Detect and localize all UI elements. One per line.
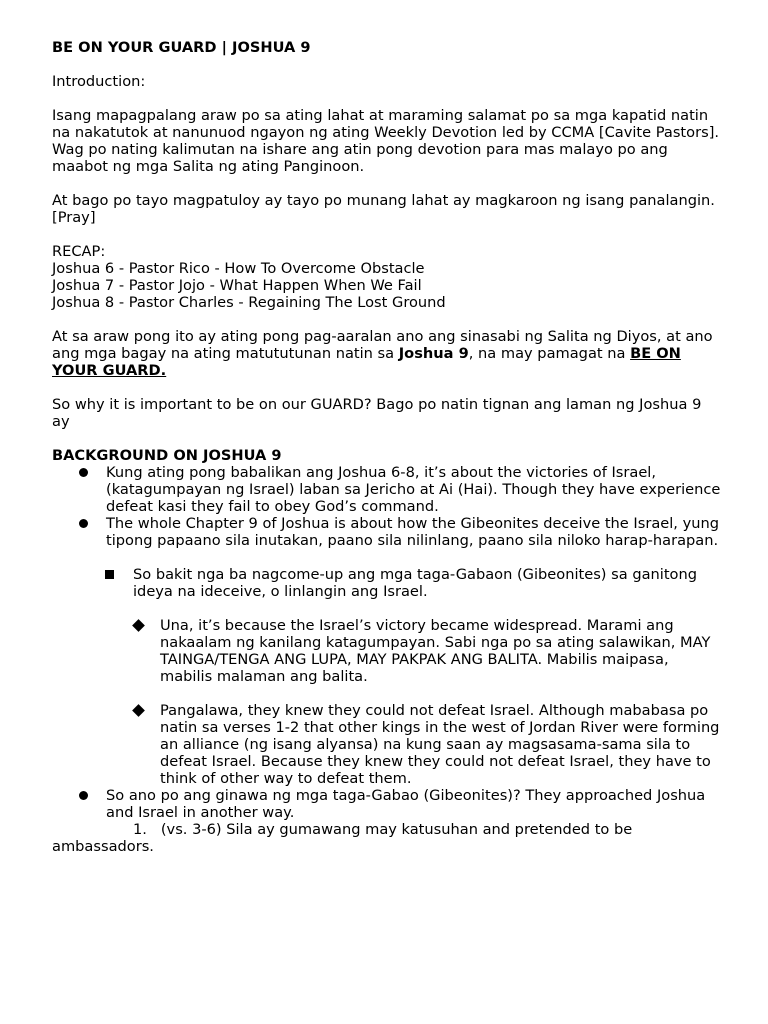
bullet-dot-icon bbox=[79, 787, 88, 804]
document-body bbox=[52, 39, 722, 855]
bullet-diamond-icon bbox=[133, 617, 143, 634]
numbered-marker: 1. bbox=[133, 821, 147, 838]
numbered-item bbox=[52, 821, 722, 855]
bullet-item bbox=[52, 464, 722, 515]
bullet-text: So ano po ang ginawa ng mga taga-Gabao (Gibeonites)? They approached Joshua and Israel in another way. bbox=[106, 787, 706, 821]
bullet-diamond-icon bbox=[133, 702, 143, 719]
bullet-square-icon bbox=[105, 566, 114, 583]
bullet-dot-icon bbox=[79, 464, 88, 481]
why-paragraph: So why it is important to be on our GUARD? Bago po natin tignan ang laman ng Joshua 9 ay bbox=[52, 396, 702, 430]
theme-title: BE ON YOUR GUARD. bbox=[52, 345, 681, 379]
sub-sub-bullet-text: Una, it’s because the Israel’s victory became widespread. Marami ang nakaalam ng kanilang katagumpayan. Sabi nga po sa ating salawikan, MAY TAINGA/TENGA ANG LUPA, MAY PAKPAK ANG BALITA. Mabilis maipasa, mabilis malaman ang balita. bbox=[160, 617, 711, 685]
theme-scripture: Joshua 9 bbox=[398, 345, 469, 362]
bullet-text: Kung ating pong babalikan ang Joshua 6-8, it’s about the victories of Israel, (katagumpayan ng Israel) laban sa Jericho at Ai (Hai). Though they have experience defeat kasi they fail to obey God’s command. bbox=[106, 464, 721, 515]
recap-item: Joshua 6 - Pastor Rico - How To Overcome Obstacle bbox=[52, 260, 425, 277]
sub-bullet-text: So bakit nga ba nagcome-up ang mga taga-Gabaon (Gibeonites) sa ganitong ideya na ideceive, o linlangin ang Israel. bbox=[133, 566, 697, 600]
sub-sub-bullet-text: Pangalawa, they knew they could not defeat Israel. Although mababasa po natin sa verses 1-2 that other kings in the west of Jordan River were forming an alliance (ng isang alyansa) na kung saan ay magsasama-sama sila to defeat Israel. Because they knew they could not defeat Israel, they have to think of other way to defeat them. bbox=[160, 702, 720, 787]
sub-sub-bullet-item bbox=[52, 617, 722, 685]
background-heading: BACKGROUND ON JOSHUA 9 bbox=[52, 447, 282, 464]
sub-sub-bullet-item bbox=[52, 702, 722, 787]
recap-section bbox=[52, 243, 722, 311]
recap-item: Joshua 8 - Pastor Charles - Regaining The Lost Ground bbox=[52, 294, 446, 311]
intro-paragraph: Isang mapagpalang araw po sa ating lahat at maraming salamat po sa mga kapatid natin na nakatutok at nanunuod ngayon ng ating Weekly Devotion led by CCMA [Cavite Pastors]. Wag po nating kalimutan na ishare ang atin pong devotion para mas malayo po ang maabot ng mga Salita ng ating Panginoon. bbox=[52, 107, 720, 175]
theme-text: , na may pamagat na bbox=[468, 345, 631, 362]
recap-item: Joshua 7 - Pastor Jojo - What Happen When We Fail bbox=[52, 277, 422, 294]
recap-heading: RECAP: bbox=[52, 243, 106, 260]
theme-paragraph bbox=[52, 328, 722, 379]
theme-text: At sa araw pong ito ay ating pong pag-aaralan ano ang sinasabi ng Salita ng Diyos, at ano ang mga bagay na ating matututunan natin sa bbox=[52, 328, 713, 362]
intro-heading: Introduction: bbox=[52, 73, 146, 90]
bullet-item bbox=[52, 515, 722, 549]
bullet-item bbox=[52, 787, 722, 821]
bullet-dot-icon bbox=[79, 515, 88, 532]
numbered-text: (vs. 3-6) Sila ay gumawang may katusuhan and pretended to be ambassadors. bbox=[52, 821, 633, 855]
prayer-paragraph: At bago po tayo magpatuloy ay tayo po munang lahat ay magkaroon ng isang panalangin. bbox=[52, 192, 715, 209]
sub-bullet-item bbox=[52, 566, 722, 600]
bullet-text: The whole Chapter 9 of Joshua is about how the Gibeonites deceive the Israel, yung tipong papaano sila inutakan, paano sila nilinlang, paano sila niloko harap-harapan. bbox=[106, 515, 719, 549]
pray-note: [Pray] bbox=[52, 209, 96, 226]
background-section bbox=[52, 447, 722, 855]
document-title: BE ON YOUR GUARD | JOSHUA 9 bbox=[52, 39, 311, 56]
